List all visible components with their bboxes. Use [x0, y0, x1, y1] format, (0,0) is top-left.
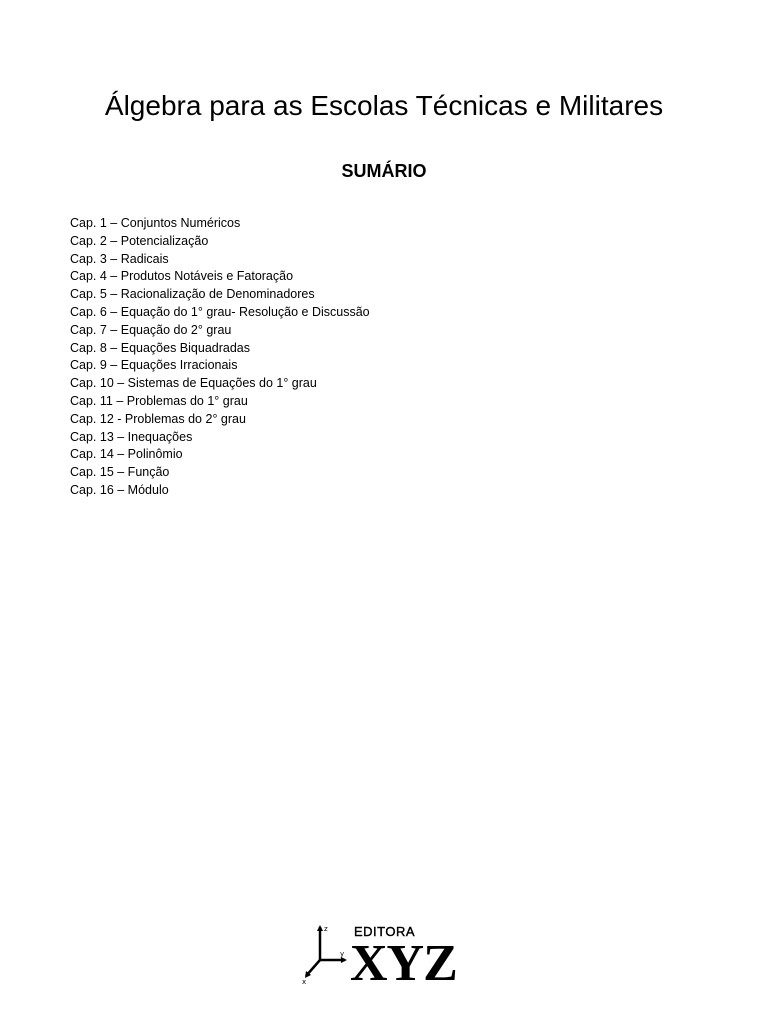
toc-item: Cap. 10 – Sistemas de Equações do 1° grau	[70, 376, 317, 391]
toc-item: Cap. 5 – Racionalização de Denominadores	[70, 287, 315, 302]
toc-item: Cap. 11 – Problemas do 1° grau	[70, 393, 248, 408]
document-title: Álgebra para as Escolas Técnicas e Militares	[104, 90, 664, 121]
toc-item: Cap. 7 – Equação do 2° grau	[70, 322, 232, 337]
toc-item: Cap. 9 – Equações Irracionais	[70, 358, 238, 373]
toc-item: Cap. 13 – Inequações	[70, 429, 193, 444]
toc-item: Cap. 16 – Módulo	[70, 482, 169, 497]
toc-item: Cap. 6 – Equação do 1° grau- Resolução e Discussão	[70, 304, 370, 319]
logo-axis-label-x: x	[302, 978, 307, 986]
toc-item: Cap. 15 – Função	[70, 465, 170, 480]
logo-axis-label-z: z	[324, 925, 328, 933]
toc-item: Cap. 3 – Radicais	[70, 251, 169, 266]
logo-top-text: EDITORA	[354, 924, 416, 939]
logo-axis-label-y: y	[340, 950, 345, 958]
toc-item: Cap. 12 - Problemas do 2° grau	[70, 411, 246, 426]
logo-main-text: XYZ	[350, 935, 457, 986]
toc-item: Cap. 2 – Potencialização	[70, 233, 209, 248]
toc-item: Cap. 4 – Produtos Notáveis e Fatoração	[70, 269, 294, 284]
toc-item: Cap. 14 – Polinômio	[70, 447, 183, 462]
toc-item: Cap. 1 – Conjuntos Numéricos	[70, 216, 241, 230]
table-of-contents	[70, 215, 370, 500]
toc-item: Cap. 8 – Equações Biquadradas	[70, 340, 250, 355]
summary-heading: SUMÁRIO	[341, 161, 427, 181]
publisher-logo	[300, 922, 470, 986]
